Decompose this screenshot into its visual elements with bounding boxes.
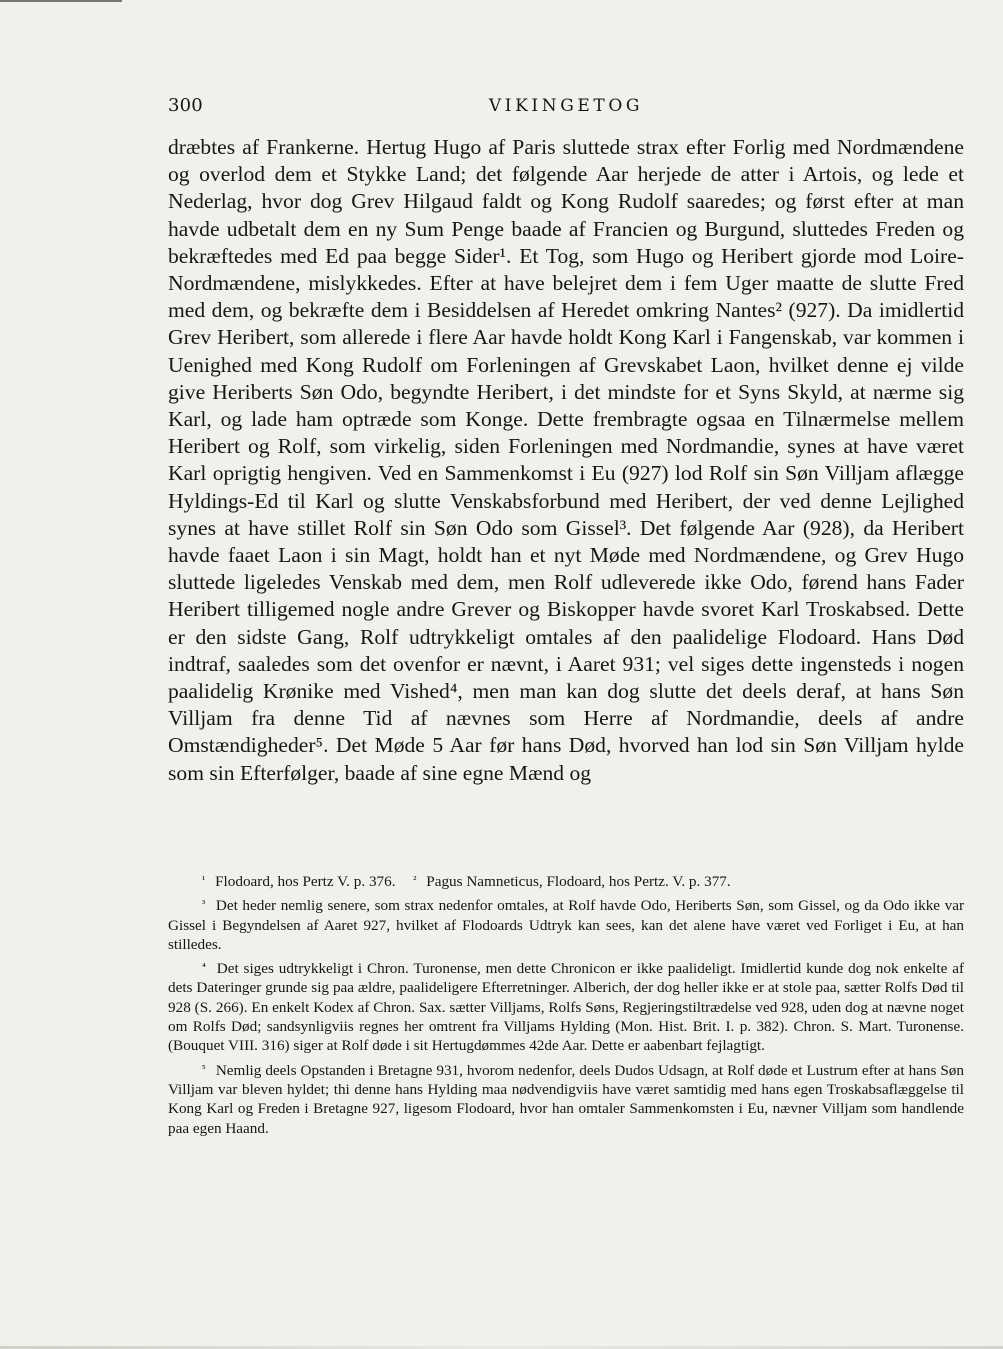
footnotes <box>168 872 964 1143</box>
footnote-3 <box>168 896 964 954</box>
footnote-text: Pagus Namneticus, Flodoard, hos Pertz. V. p. 377. <box>426 873 731 890</box>
footnote-text: Det siges udtrykkeligt i Chron. Turonense, men dette Chronicon er ikke paalideligt. Imidlertid kunde dog nok enkelte af dets Dateringer grunde sig paa ældre, paalideligere Efterretninger. Alberich, der dog heller ikke er at stole paa, sætter Rolfs Død til 928 (S. 266). En enkelt Kodex af Chron. Sax. sætter Villjams, Rolfs Søns, Regjeringstiltrædelse ved 928, uden dog at nævne noget om Rolfs Død; sandsynligviis regnes her omtrent fra Villjams Hylding (Mon. Hist. Brit. I. p. 382). Chron. S. Mart. Turonense. (Bouquet VIII. 316) siger at Rolf døde i sit Hertugdømmes 42de Aar. Dette er aabenbart fejlagtigt. <box>168 960 965 1055</box>
running-title: VIKINGETOG <box>488 96 644 116</box>
scan-edge-rule <box>0 0 122 2</box>
footnote-text: Flodoard, hos Pertz V. p. 376. <box>215 873 396 890</box>
main-paragraph: dræbtes af Frankerne. Hertug Hugo af Paris sluttede strax efter Forlig med Nordmændene og overlod dem et Stykke Land; det følgende Aar herjede de atter i Artois, og lede et Nederlag, hvor dog Grev Hilgaud faldt og Kong Rudolf saaredes; og først efter at man havde udbetalt dem en ny Sum Penge baade af Francien og Burgund, sluttedes Freden og bekræftedes med Ed paa begge Sider¹. Et Tog, som Hugo og Heribert gjorde mod Loire-Nordmændene, mislykkedes. Efter at have belejret dem i fem Uger maatte de slutte Fred med dem, og bekræfte dem i Besiddelsen af Heredet omkring Nantes² (927). Da imidlertid Grev Heribert, som allerede i flere Aar havde holdt Kong Karl i Fangenskab, var kommen i Uenighed med Kong Rudolf om Forleningen af Grevskabet Laon, hvilket denne ej vilde give Heriberts Søn Odo, begyndte Heribert, i det mindste for et Syns Skyld, at nærme sig Karl, og lade ham optræde som Konge. Dette frembragte ogsaa en Tilnærmelse mellem Heribert og Rolf, som virkelig, siden Forleningen med Nordmandie, synes at have været Karl oprigtig hengiven. Ved en Sammenkomst i Eu (927) lod Rolf sin Søn Villjam aflægge Hyldings-Ed til Karl og slutte Venskabsforbund med Heribert, der ved denne Lejlighed synes at have stillet Rolf sin Søn Odo som Gissel³. Det følgende Aar (928), da Heribert havde faaet Laon i sin Magt, holdt han et nyt Møde med Nordmændene, og Grev Hugo sluttede ligeledes Venskab med dem, men Rolf udleverede ikke Odo, førend hans Fader Heribert tilligemed nogle andre Grever og Biskopper havde svoret Karl Troskabsed. Dette er den sidste Gang, Rolf udtrykkeligt omtales af den paalidelige Flodoard. Hans Død indtraf, saaledes som det ovenfor er nævnt, i Aaret 931; vel siges dette ingensteds i nogen paalidelig Krønike med Vished⁴, men man kan dog slutte det deels deraf, at hans Søn Villjam fra denne Tid af nævnes som Herre af Nordmandie, deels af andre Omstændigheder⁵. Det Møde 5 Aar før hans Død, hvorved han lod sin Søn Villjam hylde som sin Efterfølger, baade af sine egne Mænd og <box>168 135 964 785</box>
footnote-4 <box>168 959 964 1055</box>
footnote-mark: ¹ <box>202 874 206 886</box>
footnote-text: Nemlig deels Opstanden i Bretagne 931, hvorom nedenfor, deels Dudos Udsagn, at Rolf døde et Lustrum efter at hans Søn Villjam var bleven hyldet; thi denne hans Hylding maa nødvendigviis have været samtidig med hans egen Troskabsaflæggelse til Kong Karl og Freden i Bretagne 927, ligesom Flodoard, hvor han omtaler Sammenkomsten i Eu, nævner Villjam som handlende paa egen Haand. <box>168 1061 964 1137</box>
footnote-mark: ⁴ <box>202 961 206 974</box>
footnote-5 <box>168 1061 964 1138</box>
footnote-mark: ³ <box>202 898 206 911</box>
page-number: 300 <box>168 95 203 116</box>
footnote-mark: ² <box>413 874 417 886</box>
footnote-text: Det heder nemlig senere, som strax nedenfor omtales, at Rolf havde Odo, Heriberts Søn, som Gissel, og da Odo ikke var Gissel i Begyndelsen af Aaret 927, hvilket af Flodoards Udtryk kan sees, kan det alene have været ved Forliget i Eu, at han stilledes. <box>168 897 965 953</box>
footnote-mark: ⁵ <box>202 1062 206 1075</box>
page-header <box>168 96 964 126</box>
footnote-row-1-2 <box>168 872 964 891</box>
